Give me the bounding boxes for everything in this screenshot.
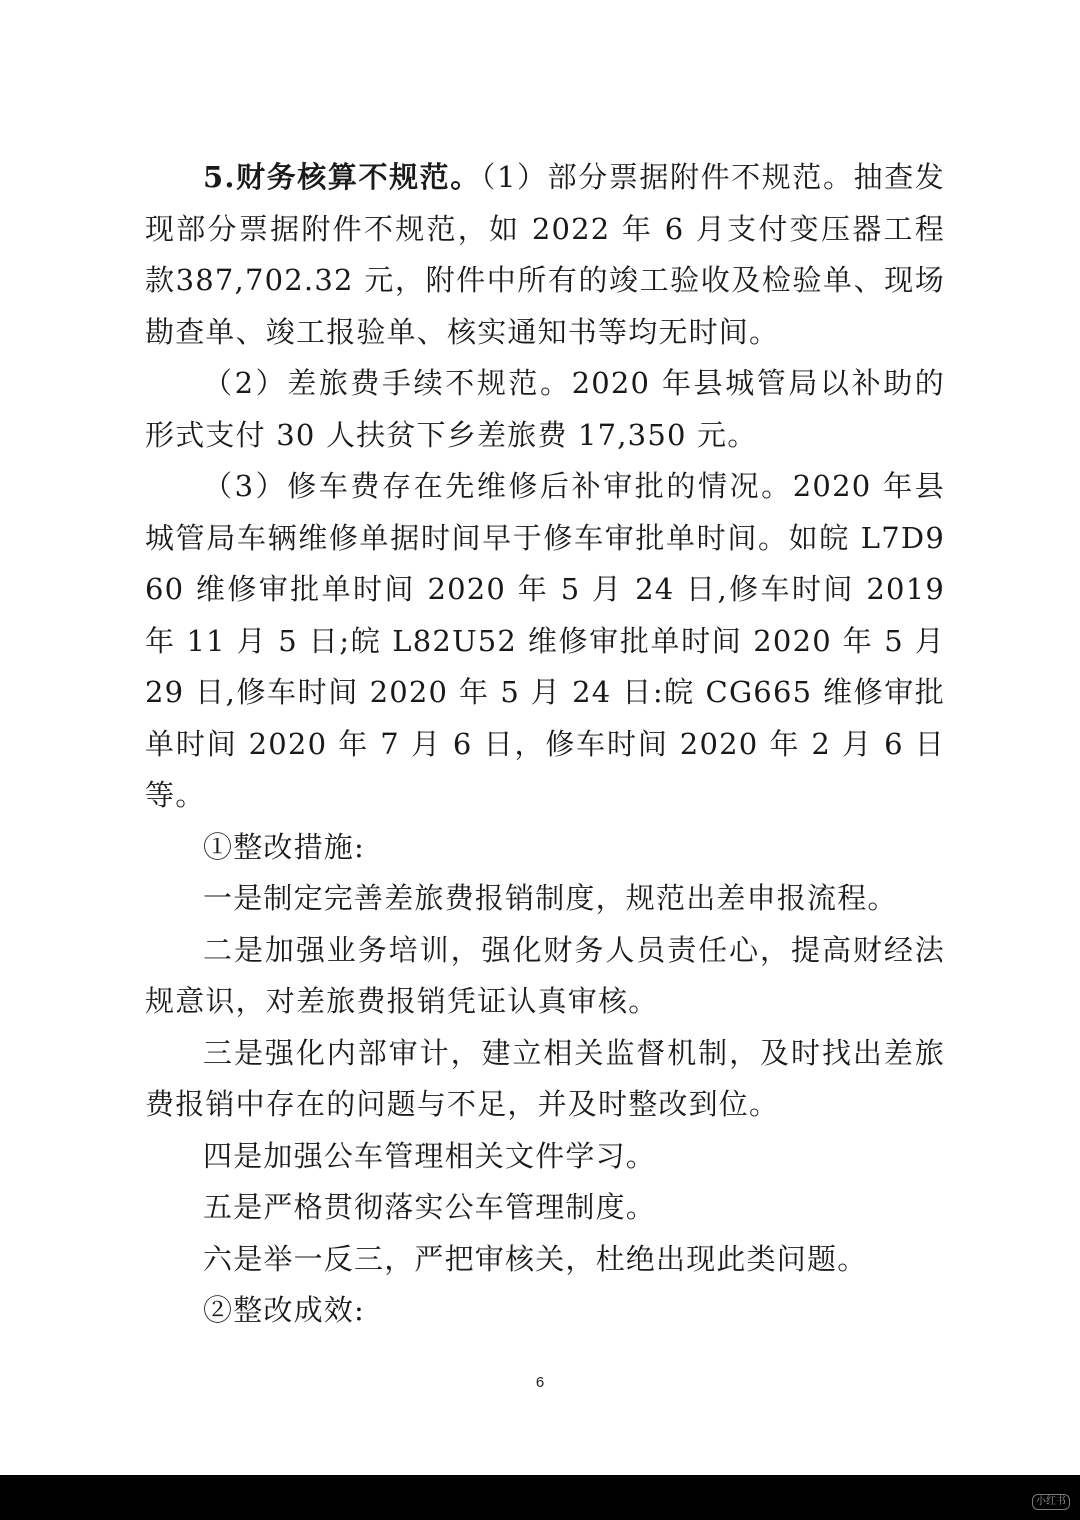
paragraph-travel-expenses: （2）差旅费手续不规范。2020 年县城管局以补助的形式支付 30 人扶贫下乡差旅费 17,350 元。 [145, 366, 945, 452]
watermark-logo: 小红书 [1032, 1494, 1070, 1510]
paragraph-vehicle-repair: （3）修车费存在先维修后补审批的情况。2020 年县城管局车辆维修单据时间早于修车审批单时间。如皖 L7D960 维修审批单时间 2020 年 5 月 24 日,修车时间 2019 年 11 月 5 日;皖 L82U52 维修审批单时间 2020 年 5 月 29 日,修车时间 2020 年 5 月 24 日:皖 CG665 维修审批单时间 2020 年 7 月 6 日，修车时间 2020 年 2 月 6 日等。 [145, 469, 945, 812]
paragraph-text: （1）部分票据附件不规范。抽查发现部分票据附件不规范，如 2022 年 6 月支付变压器工程款387,702.32 元，附件中所有的竣工验收及检验单、现场勘查单、竣工报验单、核实通知书等均无时间。 [145, 160, 946, 349]
paragraph-measure-2: 二是加强业务培训，强化财务人员责任心，提高财经法规意识，对差旅费报销凭证认真审核。 [145, 932, 945, 1018]
bottom-bar [0, 1475, 1080, 1520]
section-heading: 5.财务核算不规范。 [203, 160, 481, 194]
paragraph-measure-3: 三是强化内部审计，建立相关监督机制，及时找出差旅费报销中存在的问题与不足，并及时整改到位。 [145, 1035, 945, 1121]
paragraph-financial-accounting [145, 152, 945, 358]
paragraph-measure-1: 一是制定完善差旅费报销制度，规范出差申报流程。 [203, 881, 898, 915]
paragraph-measures-heading: ①整改措施: [203, 829, 365, 864]
page-number: 6 [535, 1374, 545, 1391]
paragraph-results-heading: ②整改成效: [203, 1293, 365, 1327]
paragraph-measure-5: 五是严格贯彻落实公车管理制度。 [203, 1190, 657, 1224]
paragraph-measure-6: 六是举一反三，严把审核关，杜绝出现此类问题。 [203, 1241, 868, 1276]
paragraph-measure-4: 四是加强公车管理相关文件学习。 [203, 1138, 657, 1173]
document-body [145, 152, 945, 1337]
